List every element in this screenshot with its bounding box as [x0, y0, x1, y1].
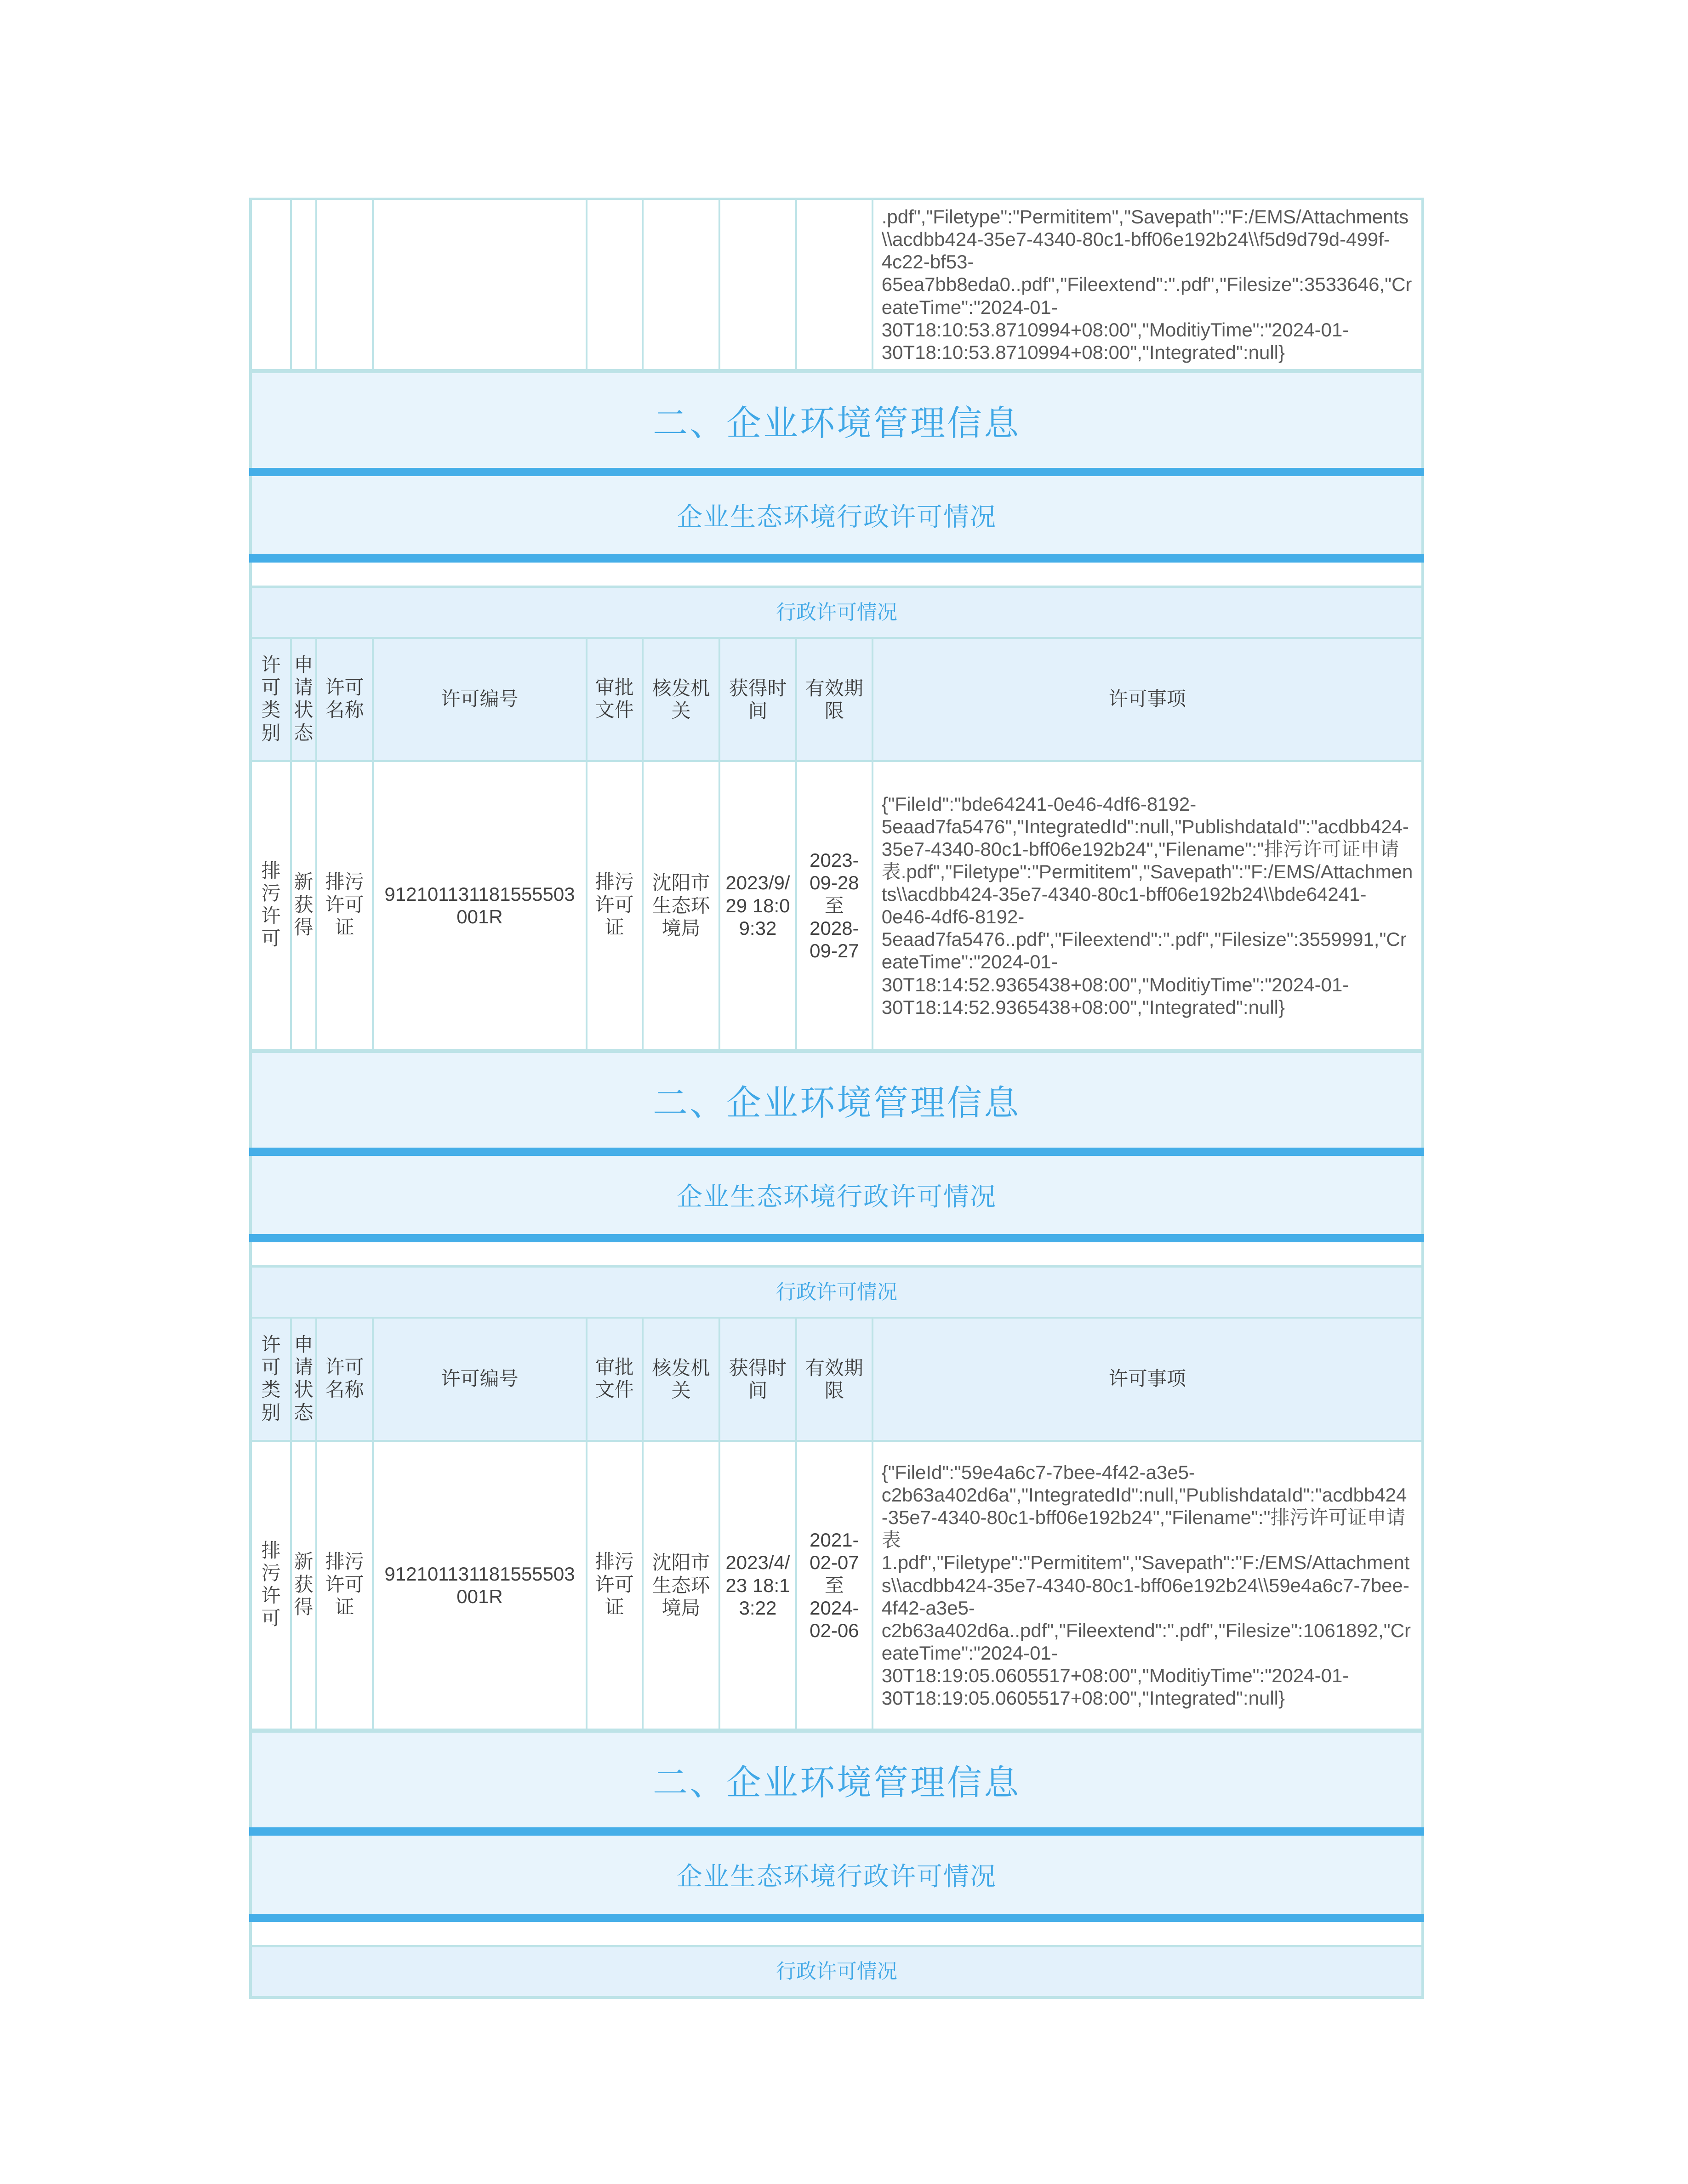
cell-number: 912101131181555503001R: [373, 1441, 586, 1730]
table-title: 行政许可情况: [251, 1946, 1423, 1997]
table-header-row: [251, 638, 1423, 761]
col-header-item: 许可事项: [873, 1318, 1423, 1441]
col-header-status: 申请状态: [291, 638, 316, 761]
section-subtitle: 企业生态环境行政许可情况: [677, 1183, 997, 1211]
section-subbanner: [249, 1836, 1424, 1914]
accent-bar: [249, 1148, 1424, 1156]
col-header-category: 许可类别: [251, 638, 291, 761]
accent-bar: [249, 1914, 1424, 1922]
col-header-validity: 有效期限: [796, 638, 873, 761]
permit-item-json-cell: .pdf","Filetype":"Permititem","Savepath":"F:/EMS/Attachments\\acdbb424-35e7-4340-80c1-bff06e192b24\\f5d9d79d-499f-4c22-bf53-65ea7bb8eda0..pdf","Fileextend":".pdf","Filesize":3533646,"CreateTime":"2024-01-30T18:10:53.8710994+08:00","ModitiyTime":"2024-01-30T18:10:53.8710994+08:00","Integrated":null}: [873, 199, 1423, 371]
empty-cell: [373, 199, 586, 371]
table-title-row: [251, 1946, 1423, 1997]
cell-number: 912101131181555503001R: [373, 761, 586, 1051]
permit-table-1: [249, 586, 1424, 1053]
section-subbanner: [249, 476, 1424, 554]
cell-document: 排污许可证: [587, 761, 643, 1051]
col-header-number: 许可编号: [373, 1318, 586, 1441]
section-subbanner: [249, 1156, 1424, 1234]
col-header-name: 许可名称: [316, 1318, 373, 1441]
empty-cell: [251, 199, 291, 371]
empty-cell: [796, 199, 873, 371]
section-subtitle: 企业生态环境行政许可情况: [677, 1862, 997, 1891]
section-banner: [249, 373, 1424, 468]
empty-cell: [316, 199, 373, 371]
cell-status: 新获得: [291, 1441, 316, 1730]
cell-document: 排污许可证: [587, 1441, 643, 1730]
table-title: 行政许可情况: [251, 1266, 1423, 1318]
section-title: 二、企业环境管理信息: [653, 1764, 1021, 1803]
partial-permit-table: [249, 198, 1424, 373]
permit-item-json-cell: {"FileId":"bde64241-0e46-4df6-8192-5eaad7fa5476","IntegratedId":null,"PublishdataId":"acdbb424-35e7-4340-80c1-bff06e192b24","Filename":"排污许可证申请表.pdf","Filetype":"Permititem","Savepath":"F:/EMS/Attachments\\acdbb424-35e7-4340-80c1-bff06e192b24\\bde64241-0e46-4df6-8192-5eaad7fa5476..pdf","Fileextend":".pdf","Filesize":3559991,"CreateTime":"2024-01-30T18:14:52.9365438+08:00","ModitiyTime":"2024-01-30T18:14:52.9365438+08:00","Integrated":null}: [873, 761, 1423, 1051]
cell-category: 排污许可: [251, 1441, 291, 1730]
permit-table-3: [249, 1945, 1424, 1999]
col-header-obtained: 获得时间: [719, 1318, 796, 1441]
section-banner: [249, 1053, 1424, 1148]
permit-table-2: [249, 1265, 1424, 1733]
col-header-category: 许可类别: [251, 1318, 291, 1441]
section-banner: [249, 1733, 1424, 1827]
table-row: [251, 1441, 1423, 1730]
permit-item-json-cell: {"FileId":"59e4a6c7-7bee-4f42-a3e5-c2b63a402d6a","IntegratedId":null,"PublishdataId":"acdbb424-35e7-4340-80c1-bff06e192b24","Filename":"排污许可证申请表1.pdf","Filetype":"Permititem","Savepath":"F:/EMS/Attachments\\acdbb424-35e7-4340-80c1-bff06e192b24\\59e4a6c7-7bee-4f42-a3e5-c2b63a402d6a..pdf","Fileextend":".pdf","Filesize":1061892,"CreateTime":"2024-01-30T18:19:05.0605517+08:00","ModitiyTime":"2024-01-30T18:19:05.0605517+08:00","Integrated":null}: [873, 1441, 1423, 1730]
cell-status: 新获得: [291, 761, 316, 1051]
accent-bar: [249, 1827, 1424, 1836]
col-header-number: 许可编号: [373, 638, 586, 761]
col-header-document: 审批文件: [587, 638, 643, 761]
accent-bar: [249, 554, 1424, 563]
empty-cell: [587, 199, 643, 371]
empty-cell: [719, 199, 796, 371]
col-header-authority: 核发机关: [643, 638, 719, 761]
table-title-row: [251, 586, 1423, 638]
table-title: 行政许可情况: [251, 586, 1423, 638]
accent-bar: [249, 468, 1424, 476]
spacer: [249, 1242, 1424, 1265]
cell-obtained: 2023/9/29 18:09:32: [719, 761, 796, 1051]
col-header-obtained: 获得时间: [719, 638, 796, 761]
document-column: [249, 198, 1424, 1999]
empty-cell: [291, 199, 316, 371]
cell-validity: 2023-09-28 至 2028-09-27: [796, 761, 873, 1051]
section-subtitle: 企业生态环境行政许可情况: [677, 503, 997, 532]
section-title: 二、企业环境管理信息: [653, 404, 1021, 444]
spacer: [249, 1922, 1424, 1945]
cell-obtained: 2023/4/23 18:13:22: [719, 1441, 796, 1730]
cell-validity: 2021-02-07 至 2024-02-06: [796, 1441, 873, 1730]
col-header-status: 申请状态: [291, 1318, 316, 1441]
col-header-name: 许可名称: [316, 638, 373, 761]
section-title: 二、企业环境管理信息: [653, 1084, 1021, 1123]
table-header-row: [251, 1318, 1423, 1441]
col-header-document: 审批文件: [587, 1318, 643, 1441]
accent-bar: [249, 1234, 1424, 1242]
cell-authority: 沈阳市生态环境局: [643, 761, 719, 1051]
table-row: [251, 199, 1423, 371]
col-header-authority: 核发机关: [643, 1318, 719, 1441]
cell-name: 排污许可证: [316, 761, 373, 1051]
cell-name: 排污许可证: [316, 1441, 373, 1730]
cell-category: 排污许可: [251, 761, 291, 1051]
table-row: [251, 761, 1423, 1051]
table-title-row: [251, 1266, 1423, 1318]
col-header-item: 许可事项: [873, 638, 1423, 761]
spacer: [249, 563, 1424, 586]
col-header-validity: 有效期限: [796, 1318, 873, 1441]
cell-authority: 沈阳市生态环境局: [643, 1441, 719, 1730]
empty-cell: [643, 199, 719, 371]
